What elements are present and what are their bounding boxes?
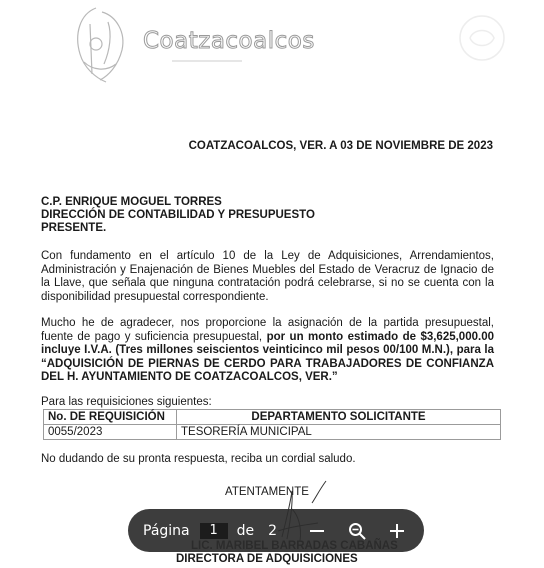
table-header-row [44,410,501,425]
recipient-block [41,196,315,235]
zoom-fit-icon [348,522,366,540]
page-number-input[interactable]: 1 [200,523,228,539]
header-requisition-number: No. DE REQUISICIÓN [44,410,177,425]
table-row [44,425,501,440]
paragraph-2-text: Mucho he de agradecer, nos proporcione la asignación de la partida presupuestal, fuente de pago y suficiencia presupuestal, [41,317,494,343]
page-label: Página [143,522,190,539]
body-paragraph-2 [41,317,494,385]
logo-underline [172,60,242,62]
page-navigation-toolbar [128,509,424,552]
logo-text: Coatzacoalcos [143,28,315,54]
header-requesting-department: DEPARTAMENTO SOLICITANTE [177,410,501,425]
cell-requisition-number: 0055/2023 [44,425,177,440]
requisition-intro: Para las requisiciones siguientes: [41,396,212,408]
signer-title: DIRECTORA DE ADQUISICIONES [176,553,358,565]
total-pages: 2 [268,522,278,539]
paragraph-2-bold-text: por un monto estimado de $3,625,000.00 incluye I.V.A. (Tres millones seiscientos veinticinco mil pesos 00/100 M.N.), para la “ADQUISICIÓN DE PIERNAS DE CERDO PARA TRABAJADORES DE CONFIANZA DEL H. AYUNTAMIENTO DE COATZACOALCOS, VER.” [41,330,494,384]
recipient-department: DIRECCIÓN DE CONTABILIDAD Y PRESUPUESTO [41,209,315,221]
recipient-name: C.P. ENRIQUE MOGUEL TORRES [41,196,222,208]
recipient-presente: PRESENTE. [41,222,107,234]
zoom-fit-button[interactable] [344,518,370,544]
page-of-label: de [236,522,255,539]
municipal-logo [66,4,140,86]
zoom-out-button[interactable] [304,518,330,544]
closing-line: No dudando de su pronta respuesta, reciba un cordial saludo. [41,453,356,465]
body-paragraph-1: Con fundamento en el artículo 10 de la Ley de Adquisiciones, Arrendamientos, Administración y Enajenación de Bienes Muebles del Estado de Veracruz de Ignacio de la Llave, que señala que ninguna contratación podrá celebrarse, si no se cuenta con la disponibilidad presupuestal correspondiente. [41,250,494,303]
date-line: COATZACOALCOS, VER. A 03 DE NOVIEMBRE DE 2023 [188,140,493,152]
zoom-out-icon [309,523,325,539]
zoom-in-button[interactable] [384,518,410,544]
zoom-in-icon [389,523,405,539]
atentamente-label: ATENTAMENTE [225,486,309,498]
letterhead [0,0,544,95]
requisition-table [43,409,501,440]
cell-requesting-department: TESORERÍA MUNICIPAL [177,425,501,440]
faded-seal-icon [452,8,512,68]
